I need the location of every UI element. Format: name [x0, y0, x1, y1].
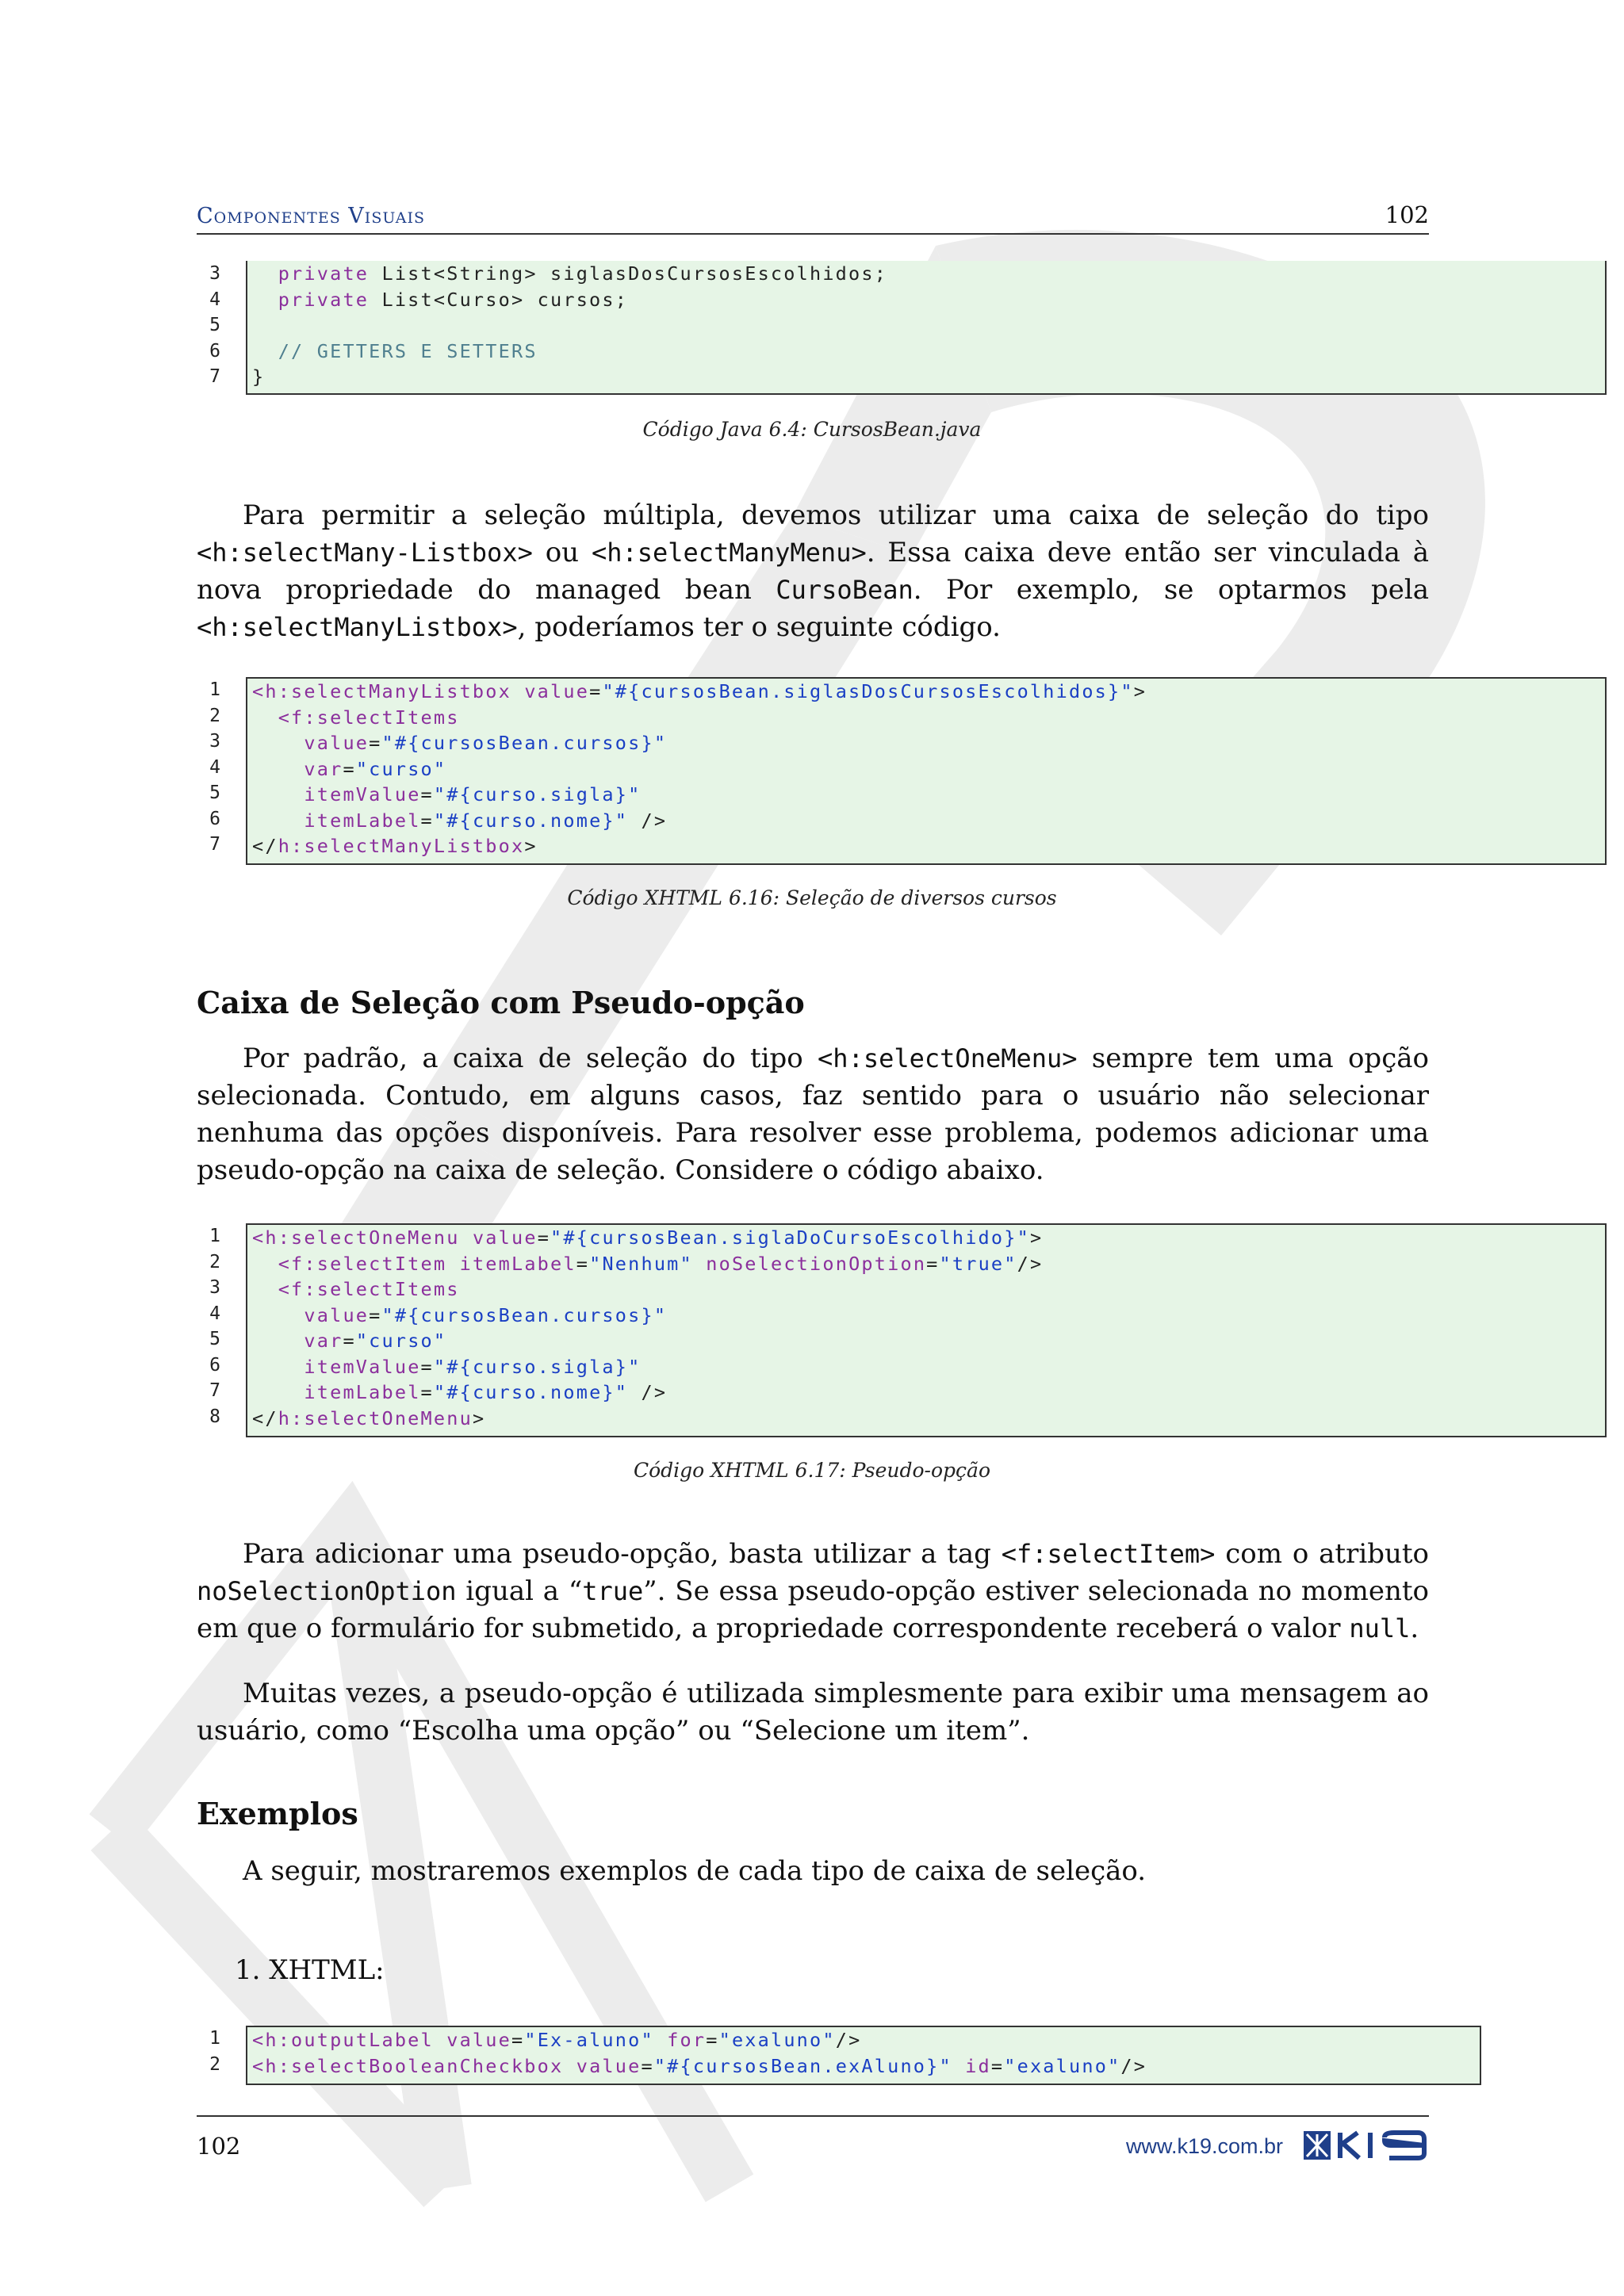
running-header — [197, 197, 1429, 235]
list-item-xhtml: 1. XHTML: — [235, 1954, 385, 1986]
paragraph-message: Muitas vezes, a pseudo-opção é utilizada simplesmente para exibir uma mensagem ao usuário, como “Escolha uma opção” ou “Selecione um item”. — [197, 1678, 1429, 1747]
line-numbers: 3 4 5 6 7 — [209, 263, 220, 387]
code-caption-3: Código XHTML 6.17: Pseudo-opção — [633, 1459, 991, 1482]
page-number-bottom: 102 — [197, 2133, 241, 2160]
line-numbers: 1 2 — [209, 2028, 220, 2075]
section-title-pseudo-option: Caixa de Seleção com Pseudo-opção — [197, 985, 805, 1020]
code-box: <h:outputLabel value="Ex-aluno" for="exaluno"/> <h:selectBooleanCheckbox value="#{cursosBean.exAluno}" id="exaluno"/> — [246, 2026, 1481, 2085]
k19-logo — [1302, 2128, 1429, 2163]
paragraph-multi-select: Para permitir a seleção múltipla, devemos utilizar uma caixa de seleção do tipo <h:selectMany-Listbox> ou <h:selectManyMenu>. Essa caixa deve então ser vinculada à nova propriedade do managed bean CursoBean. Por exemplo, se optarmos pela <h:selectManyListbox>, poderíamos ter o seguinte código. — [197, 499, 1429, 643]
page-footer — [197, 2115, 1429, 2160]
paragraph-select-item: Para adicionar uma pseudo-opção, basta utilizar a tag <f:selectItem> com o atributo noSelectionOption igual a “true”. Se essa pseudo-opção estiver selecionada no momento em que o formulário for submetido, a propriedade correspondente receberá o valor null. — [197, 1538, 1430, 1644]
paragraph-pseudo-option: Por padrão, a caixa de seleção do tipo <h:selectOneMenu> sempre tem uma opção selecionada. Contudo, em alguns casos, faz sentido para o usuário não selecionar nenhuma das opções disponíveis. Para resolver esse problema, podemos adicionar uma pseudo-opção na caixa de seleção. Considere o código abaixo. — [197, 1043, 1429, 1186]
line-numbers: 1 2 3 4 5 6 7 8 — [209, 1226, 220, 1427]
site-link[interactable]: www.k19.com.br — [1125, 2134, 1283, 2158]
code-caption-2: Código XHTML 6.16: Seleção de diversos cursos — [567, 886, 1057, 909]
section-title-examples: Exemplos — [197, 1796, 358, 1831]
code-box: <h:selectManyListbox value="#{cursosBean.siglasDosCursosEscolhidos}"> <f:selectItems value="#{cursosBean.cursos}" var="curso" itemValue="#{curso.sigla}" itemLabel="#{curso.nome}" /> </h:selectManyListbox> — [246, 677, 1607, 865]
code-box: private List<String> siglasDosCursosEscolhidos; private List<Curso> cursos; // GETTERS E SETTERS } — [246, 261, 1607, 395]
code-box: <h:selectOneMenu value="#{cursosBean.siglaDoCursoEscolhido}"> <f:selectItem itemLabel="Nenhum" noSelectionOption="true"/> <f:selectItems value="#{cursosBean.cursos}" var="curso" itemValue="#{curso.sigla}" itemLabel="#{curso.nome}" /> </h:selectOneMenu> — [246, 1223, 1607, 1437]
chapter-title: Componentes Visuais — [197, 204, 426, 228]
line-numbers: 1 2 3 4 5 6 7 — [209, 679, 220, 855]
page-number-top: 102 — [1385, 201, 1429, 228]
code-caption-1: Código Java 6.4: CursosBean.java — [642, 418, 982, 441]
paragraph-examples-intro: A seguir, mostraremos exemplos de cada tipo de caixa de seleção. — [243, 1855, 1147, 1887]
